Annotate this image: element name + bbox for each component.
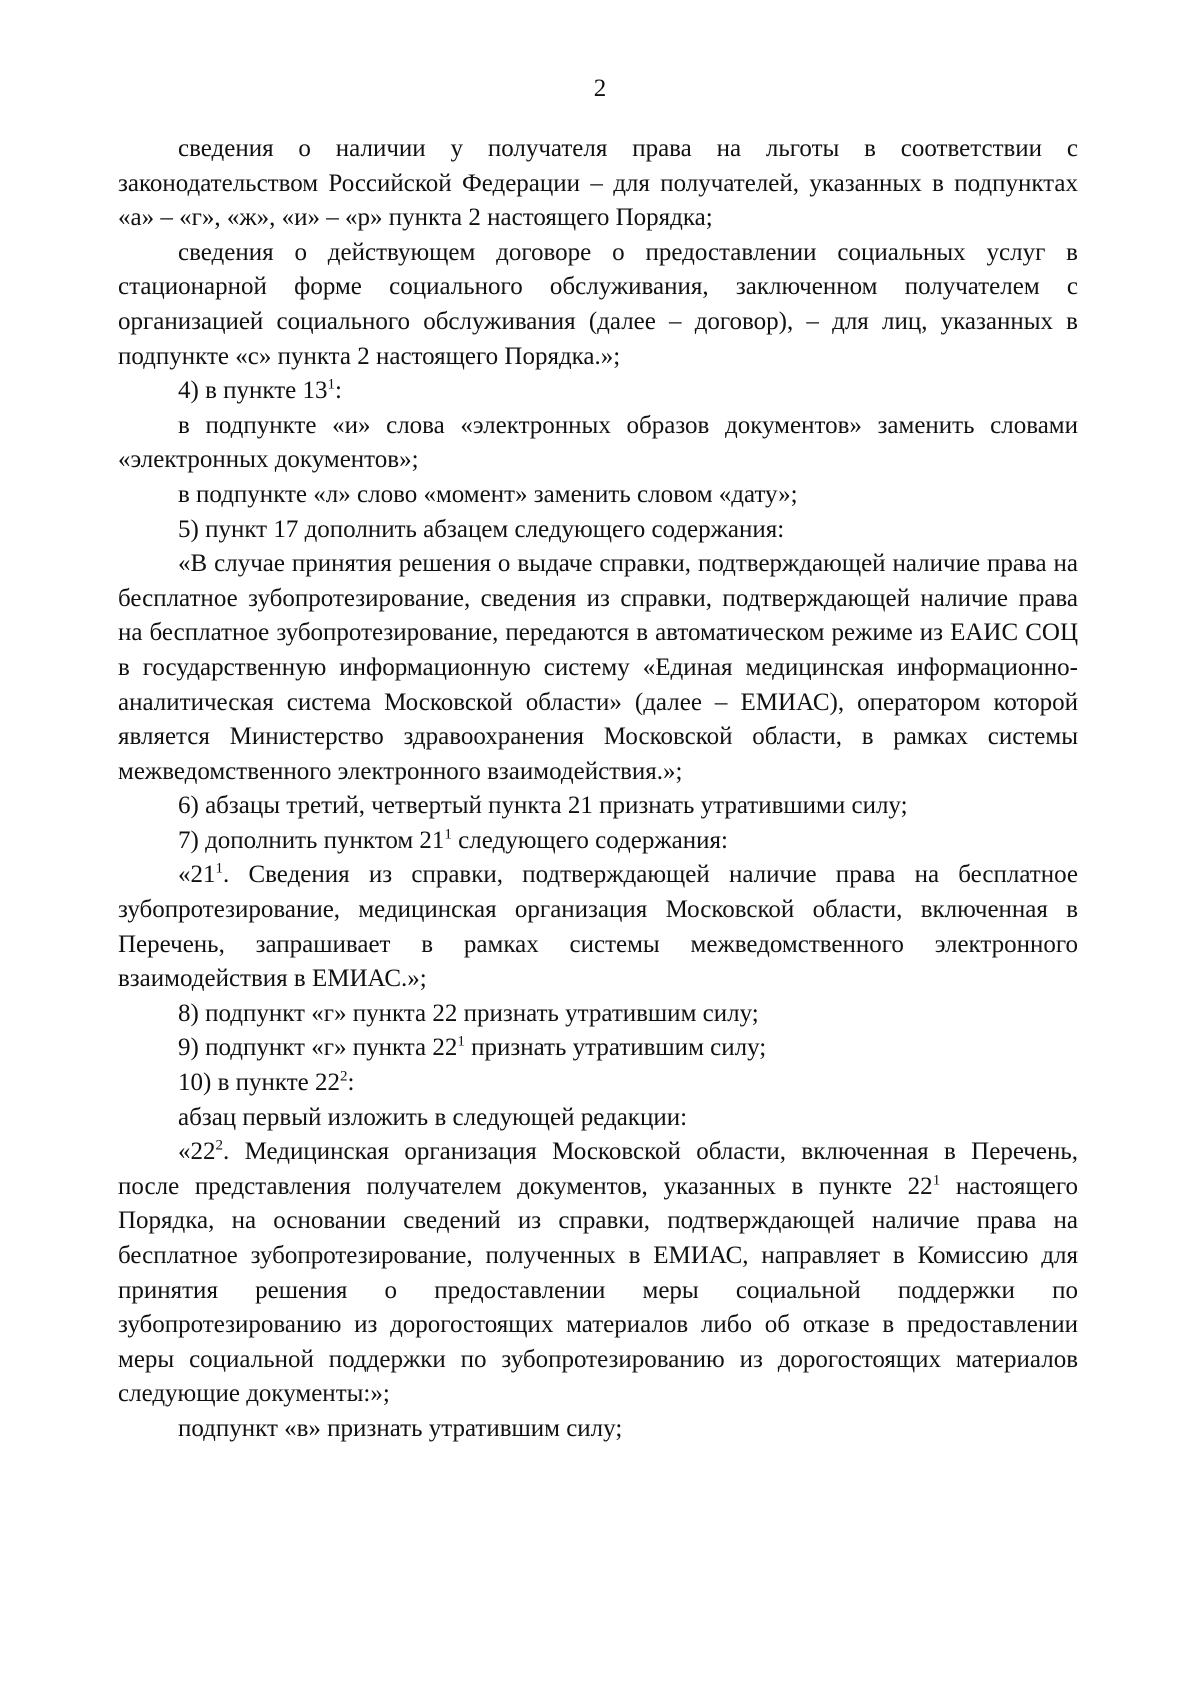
- paragraph: 8) подпункт «г» пункта 22 признать утратившим силу;: [178, 999, 759, 1027]
- superscript: 1: [444, 826, 452, 843]
- paragraph: 6) абзацы третий, четвертый пункта 21 признать утратившими силу;: [178, 792, 908, 820]
- paragraph: 5) пункт 17 дополнить абзацем следующего содержания:: [178, 515, 785, 543]
- paragraph: сведения о действующем договоре о предоставлении социальных услуг в стационарной форме социального обслуживания, заключенном получателем с организацией социального обслуживания (далее – договор), – для лиц, указанных в подпункте «с» пункта 2 настоящего Порядка.»;: [118, 238, 1078, 370]
- paragraph: абзац первый изложить в следующей редакции:: [178, 1103, 688, 1131]
- paragraph: «$22^2$. Медицинская организация Московской области, включенная в Перечень, после представления получателем документов, указанных в пункте $22^1$ настоящего Порядка, на основании сведений из справки, подтверждающей наличие права на бесплатное зубопротезирование, полученных в ЕМИАС, направляет в Комиссию для принятия решения о предоставлении меры социальной поддержки по зубопротезированию из дорогостоящих материалов либо об отказе в предоставлении меры социальной поддержки по зубопротезированию из дорогостоящих материалов следующие документы:»;: [118, 1137, 1079, 1408]
- superscript: 1: [215, 861, 223, 878]
- paragraph: в подпункте «и» слова «электронных образов документов» заменить словами «электронных документов»;: [118, 411, 1078, 474]
- paragraph: в подпункте «л» слово «момент» заменить словом «дату»;: [178, 480, 798, 508]
- superscript: 2: [215, 1137, 223, 1154]
- superscript: 1: [457, 1034, 465, 1051]
- paragraph: «$21^1$. Сведения из справки, подтверждающей наличие права на бесплатное зубопротезирование, медицинская организация Московской области, включенная в Перечень, запрашивает в рамках системы межведомственного электронного взаимодействия в ЕМИАС.»;: [118, 861, 1078, 993]
- document-body: [118, 132, 1078, 1447]
- superscript: 1: [327, 376, 335, 393]
- paragraph: сведения о наличии у получателя права на льготы в соответствии с законодательством Российской Федерации – для получателей, указанных в подпунктах «а» – «г», «ж», «и» – «р» пункта 2 настоящего Порядка;: [118, 135, 1078, 232]
- paragraph: 9) подпункт «г» пункта $22^1$ признать утратившим силу;: [178, 1034, 767, 1062]
- paragraph: 4) в пункте $13^1$:: [178, 376, 342, 405]
- superscript: 2: [339, 1068, 348, 1085]
- paragraph: «В случае принятия решения о выдаче справки, подтверждающей наличие права на бесплатное зубопротезирование, сведения из справки, подтверждающей наличие права на бесплатное зубопротезирование, передаются в автоматическом режиме из ЕАИС СОЦ в государственную информационную систему «Единая медицинская информационно-аналитическая система Московской области» (далее – ЕМИАС), оператором которой является Министерство здравоохранения Московской области, в рамках системы межведомственного электронного взаимодействия.»;: [118, 550, 1078, 785]
- paragraph: 7) дополнить пунктом $21^1$ следующего содержания:: [178, 826, 728, 854]
- paragraph: подпункт «в» признать утратившим силу;: [178, 1414, 623, 1442]
- superscript: 1: [932, 1172, 941, 1189]
- page-number: 2: [593, 75, 607, 102]
- paragraph: 10) в пункте $22^2$:: [178, 1068, 355, 1097]
